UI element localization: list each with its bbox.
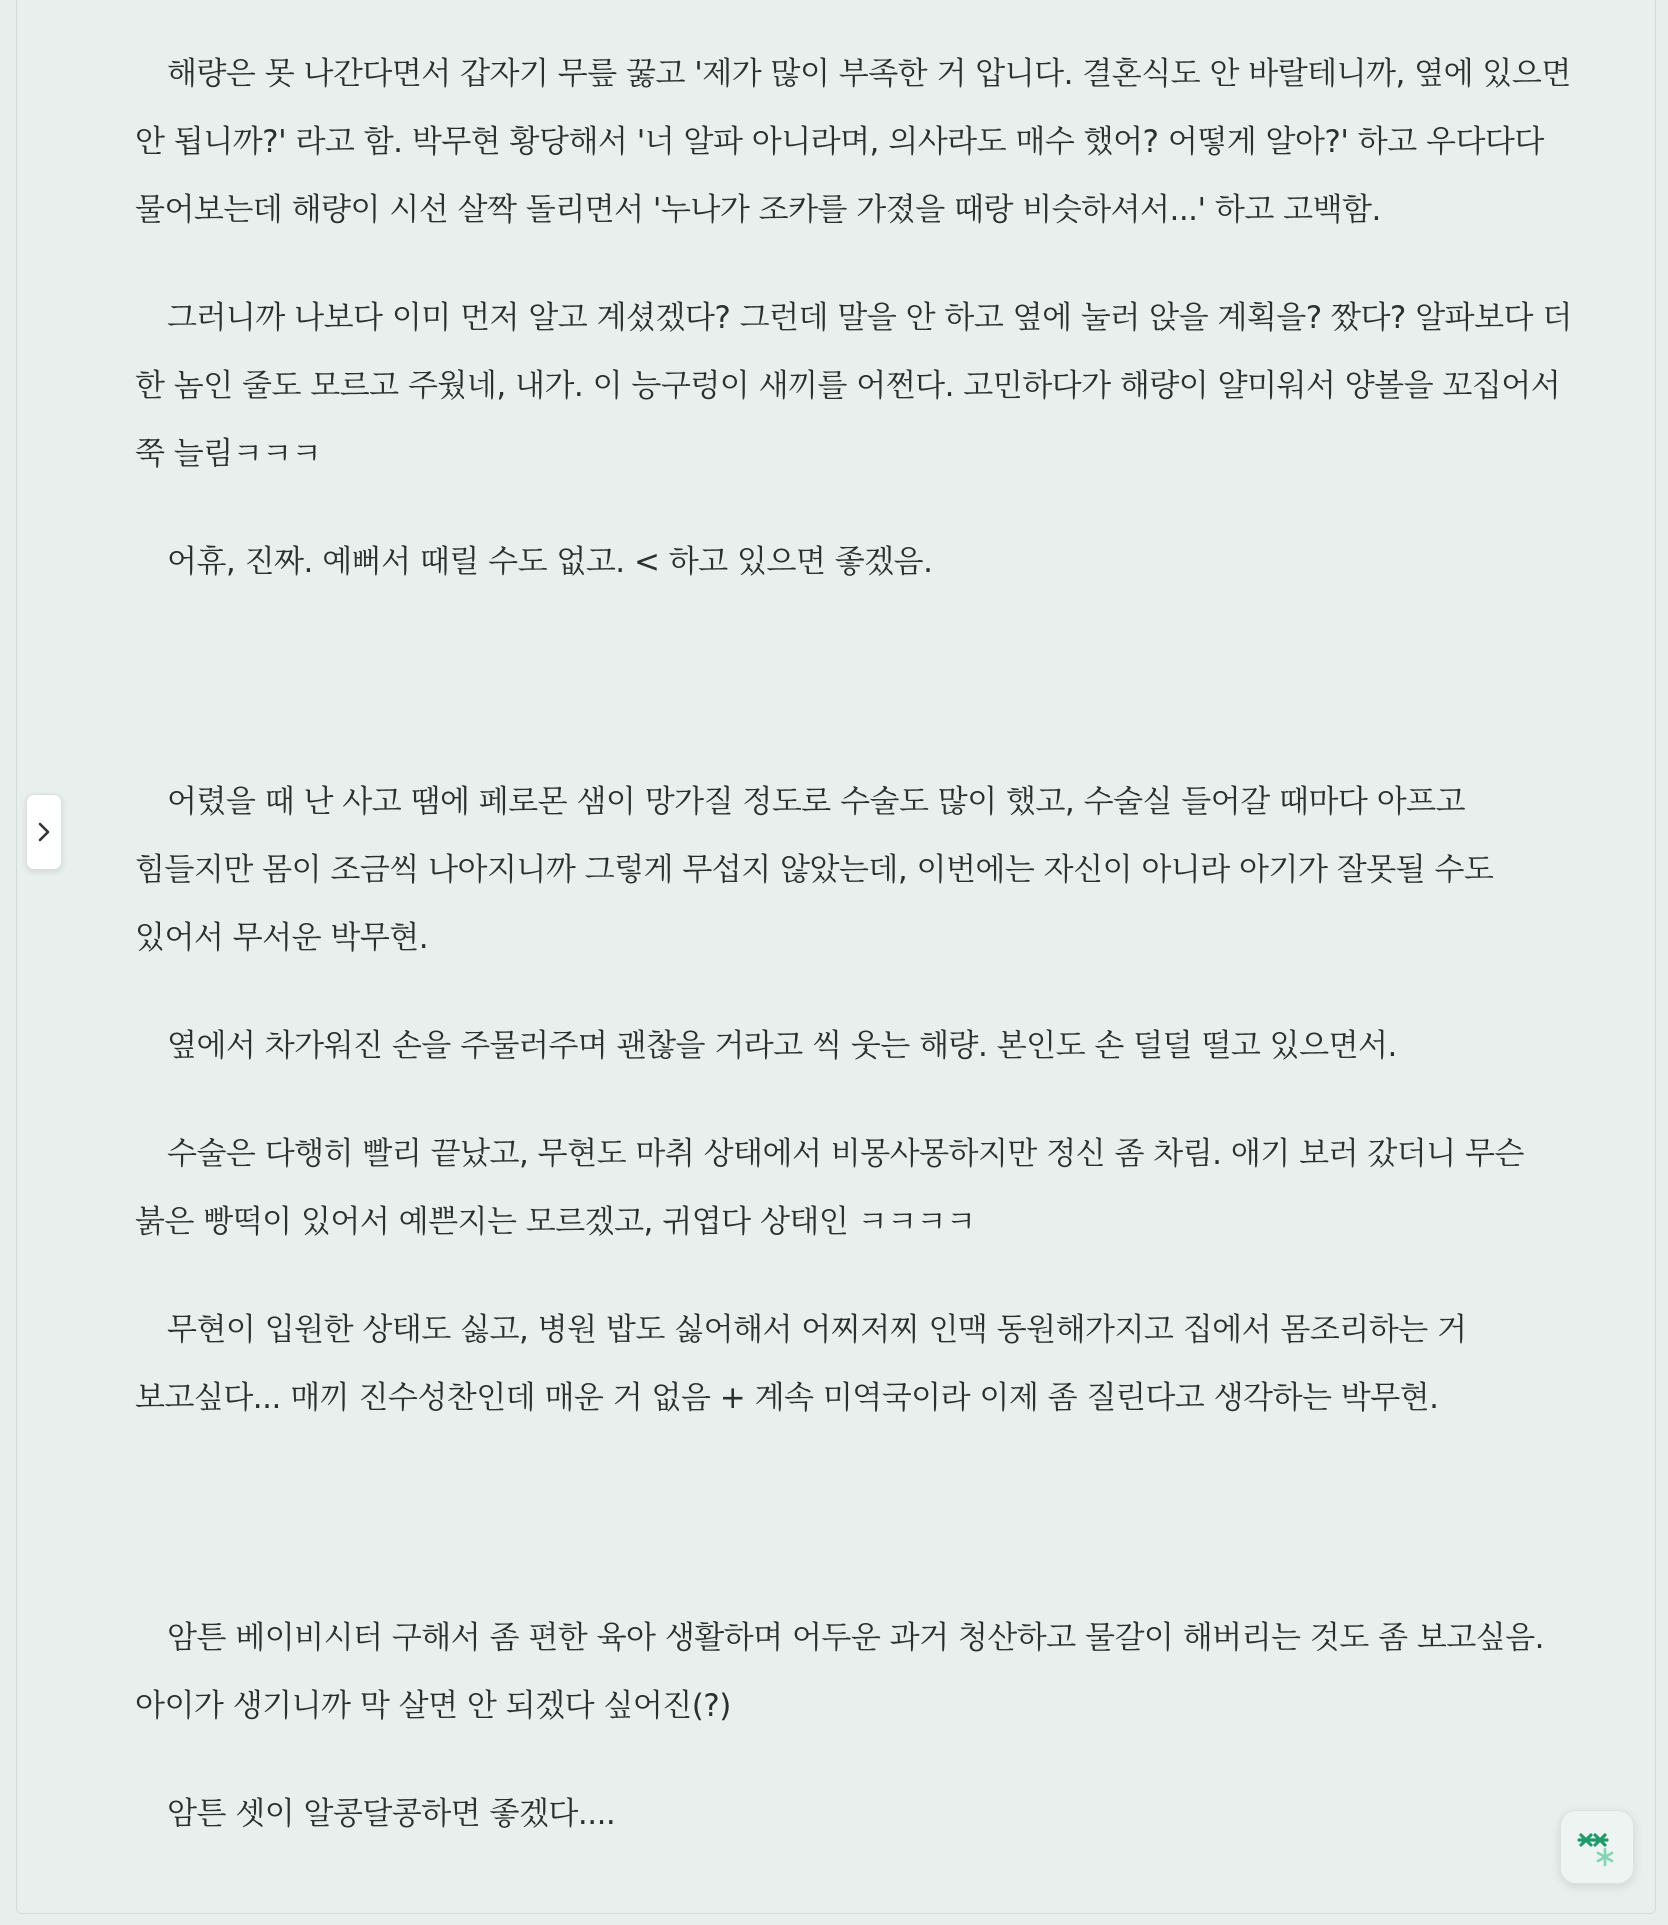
chevron-right-icon <box>36 821 52 843</box>
paragraph: 그러니까 나보다 이미 먼저 알고 계셨겠다? 그런데 말을 안 하고 옆에 눌러 앉을 계획을? 짰다? 알파보다 더 한 놈인 줄도 모르고 주웠네, 내가. 이 능구렁이 새끼를 어쩐다. 고민하다가 해량이 얄미워서 양볼을 꼬집어서 쭉 늘림ㅋㅋㅋ <box>135 300 1572 472</box>
reader-page <box>16 0 1656 1914</box>
post-body <box>135 40 1575 1888</box>
paragraph: 옆에서 차가워진 손을 주물러주며 괜찮을 거라고 씩 웃는 해량. 본인도 손 덜덜 떨고 있으면서. <box>167 1028 1397 1064</box>
paragraph: 수술은 다행히 빨리 끝났고, 무현도 마취 상태에서 비몽사몽하지만 정신 좀 차림. 애기 보러 갔더니 무슨 붉은 빵떡이 있어서 예쁜지는 모르겠고, 귀엽다 상태인 ㅋㅋㅋㅋ <box>135 1136 1524 1240</box>
paragraph: 무현이 입원한 상태도 싫고, 병원 밥도 싫어해서 어찌저찌 인맥 동원해가지고 집에서 몸조리하는 거 보고싶다... 매끼 진수성찬인데 매운 거 없음 + 계속 미역국이라 이제 좀 질린다고 생각하는 박무현. <box>135 1312 1467 1416</box>
paragraph: 어렸을 때 난 사고 땜에 페로몬 샘이 망가질 정도로 수술도 많이 했고, 수술실 들어갈 때마다 아프고 힘들지만 몸이 조금씩 나아지니까 그렇게 무섭지 않았는데, 이번에는 자신이 아니라 아기가 잘못될 수도 있어서 무서운 박무현. <box>135 784 1494 956</box>
paragraph: 해량은 못 나간다면서 갑자기 무릎 꿇고 '제가 많이 부족한 거 압니다. 결혼식도 안 바랄테니까, 옆에 있으면 안 됩니까?' 라고 함. 박무현 황당해서 '너 알파 아니라며, 의사라도 매수 했어? 어떻게 알아?' 하고 우다다다 물어보는데 해량이 시선 살짝 돌리면서 '누나가 조카를 가졌을 때랑 비슷하셔서...' 하고 고백함. <box>135 56 1571 228</box>
blank-line <box>135 1472 1575 1604</box>
sidebar-toggle-button[interactable] <box>26 794 62 870</box>
paragraph: 암튼 베이비시터 구해서 좀 편한 육아 생활하며 어두운 과거 청산하고 물갈이 해버리는 것도 좀 보고싶음. 아이가 생기니까 막 살면 안 되겠다 싶어진(?) <box>135 1620 1545 1724</box>
blank-line <box>135 636 1575 768</box>
paragraph: 어휴, 진짜. 예뻐서 때릴 수도 없고. < 하고 있으면 좋겠음. <box>167 544 933 580</box>
floating-action-button[interactable] <box>1560 1810 1634 1884</box>
asterisk-sparkle-icon <box>1575 1825 1619 1869</box>
paragraph: 암튼 셋이 알콩달콩하면 좋겠다.... <box>167 1796 616 1832</box>
